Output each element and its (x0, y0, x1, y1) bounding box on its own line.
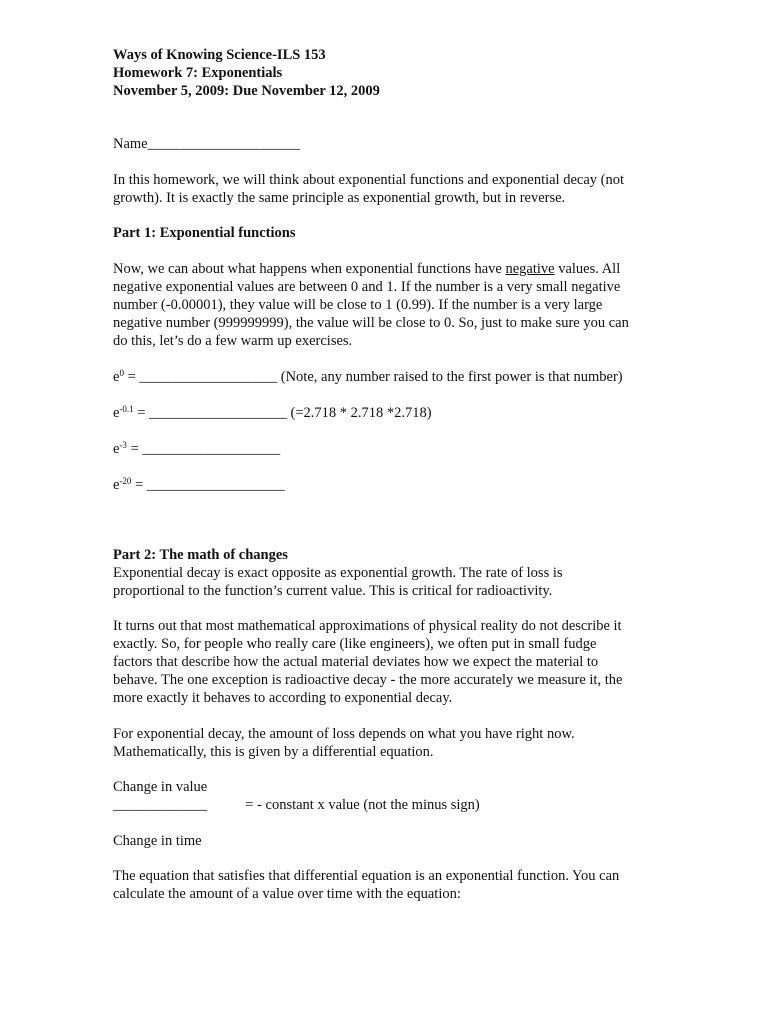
part1-text-after: values. All (554, 261, 621, 277)
part2-p1-line-1: Exponential decay is exact opposite as exponential growth. The rate of loss is (113, 565, 563, 581)
equation-row (113, 796, 480, 814)
exercise-exponent: -0.1 (119, 404, 134, 414)
part2-p2-line-2: exactly. So, for people who really care (like engineers), we often put in small fudge (113, 636, 597, 652)
part1-text-before: Now, we can about what happens when exponential functions have (113, 261, 506, 277)
exercise-base: e (113, 477, 120, 493)
exercise-e0 (113, 368, 623, 386)
equation-denominator: Change in time (113, 833, 202, 849)
part1-paragraph-line-2: negative exponential values are between 0 and 1. If the number is a very small negative (113, 279, 621, 295)
part1-paragraph-line-4: negative number (999999999), the value will be close to 0. So, just to make sure you can (113, 315, 629, 331)
exercise-answer-line: = ___________________ (126, 441, 281, 457)
equation-fraction-bar: _____________ (113, 797, 208, 813)
exercise-exponent: -3 (119, 440, 127, 450)
part1-paragraph-line-3: number (-0.00001), they value will be close to 1 (0.99). If the number is a very large (113, 297, 603, 313)
equation-numerator: Change in value (113, 779, 208, 795)
exercise-base: e (113, 405, 120, 421)
exercise-base: e (113, 369, 120, 385)
exercise-e-3 (113, 440, 280, 458)
part2-p2-line-5: more exactly it behaves to according to exponential decay. (113, 690, 453, 706)
exercise-answer-line: = ___________________ (=2.718 * 2.718 *2.718) (133, 405, 432, 421)
part1-heading: Part 1: Exponential functions (113, 225, 296, 241)
course-title: Ways of Knowing Science-ILS 153 (113, 47, 326, 63)
part2-p2-line-3: factors that describe how the actual material deviates how we expect the material to (113, 654, 599, 670)
homework-title: Homework 7: Exponentials (113, 65, 283, 81)
exercise-exponent: 0 (119, 368, 124, 378)
part1-paragraph-line-1 (113, 260, 620, 278)
part2-heading: Part 2: The math of changes (113, 547, 288, 563)
intro-line-1: In this homework, we will think about exponential functions and exponential decay (not (113, 172, 625, 188)
part2-p4-line-1: The equation that satisfies that differential equation is an exponential function. You can (113, 868, 620, 884)
exercise-e-20 (113, 476, 285, 494)
part2-p4-line-2: calculate the amount of a value over time with the equation: (113, 886, 461, 902)
negative-underlined: negative (505, 261, 555, 277)
part1-paragraph-line-5: do this, let’s do a few warm up exercises. (113, 333, 353, 349)
exercise-answer-line: = ___________________ (Note, any number raised to the first power is that number) (123, 369, 623, 385)
part2-p3-line-1: For exponential decay, the amount of loss depends on what you have right now. (113, 726, 575, 742)
exercise-exponent: -20 (119, 476, 132, 486)
part2-p2-line-4: behave. The one exception is radioactive decay - the more accurately we measure it, the (113, 672, 623, 688)
part2-p2-line-1: It turns out that most mathematical approximations of physical reality do not describe it (113, 618, 622, 634)
exercise-base: e (113, 441, 120, 457)
exercise-e-0.1 (113, 404, 432, 422)
name-field-line: Name_____________________ (113, 136, 300, 152)
homework-dates: November 5, 2009: Due November 12, 2009 (113, 83, 380, 99)
part2-p3-line-2: Mathematically, this is given by a differential equation. (113, 744, 434, 760)
exercise-answer-line: = ___________________ (131, 477, 285, 493)
intro-line-2: growth). It is exactly the same principle as exponential growth, but in reverse. (113, 190, 566, 206)
equation-right-side: = - constant x value (not the minus sign) (245, 797, 480, 813)
part2-p1-line-2: proportional to the function’s current value. This is critical for radioactivity. (113, 583, 553, 599)
